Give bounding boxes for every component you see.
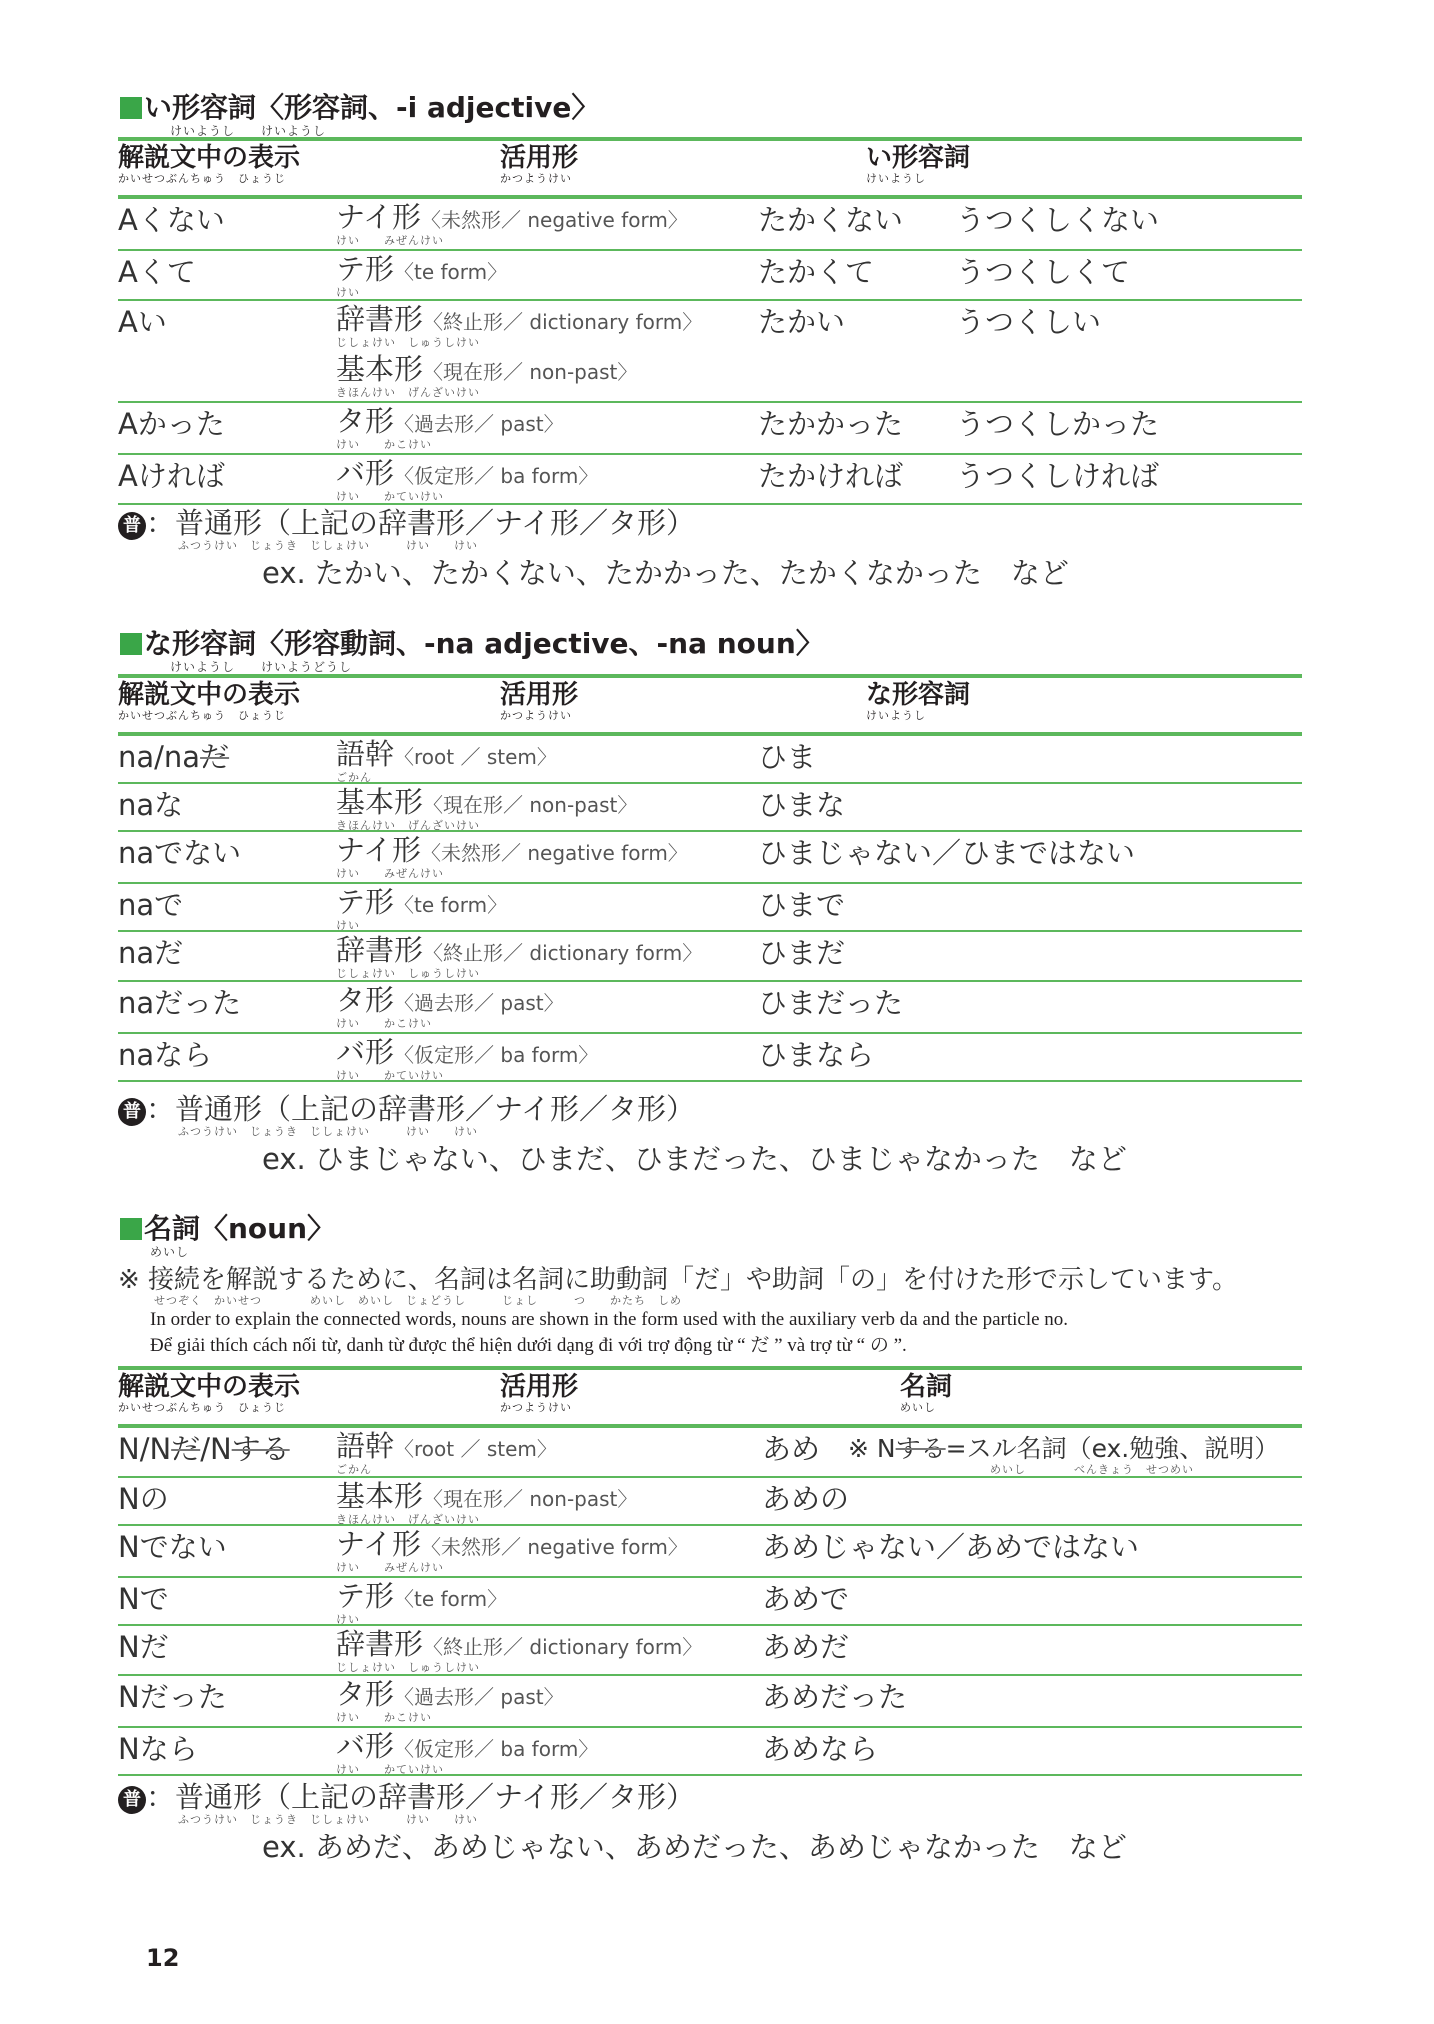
conjugation-form — [336, 404, 564, 451]
form-ruby: じしょけい しゅうしけい — [336, 967, 480, 980]
conjugated-value: ひまで — [758, 888, 846, 922]
conjugated-value-2: うつくしい — [956, 305, 1102, 339]
form-note: 〈root ／ stem〉 — [394, 745, 557, 769]
table-row — [118, 982, 1302, 1034]
form-note: 〈仮定形／ ba form〉 — [394, 464, 599, 488]
label-struck: する — [231, 1432, 290, 1466]
conjugated-value: ひまなら — [758, 1038, 875, 1072]
note-struck: する — [895, 1434, 946, 1463]
futsu-icon: 普 — [118, 1098, 146, 1126]
form-note: 〈未然形／ negative form〉 — [420, 841, 688, 865]
form-note: 〈未然形／ negative form〉 — [420, 1535, 688, 1559]
form-note: 〈te form〉 — [394, 260, 508, 284]
form-ruby: ごかん — [336, 771, 372, 784]
table-row — [118, 736, 1302, 784]
conjugation-form — [336, 885, 508, 932]
table-row — [118, 403, 1302, 455]
row-label: Nの — [118, 1482, 169, 1516]
conjugated-value: あめで — [762, 1582, 850, 1616]
form-ruby: けい — [336, 919, 360, 932]
row-label: Aくない — [118, 203, 225, 237]
form-name: ナイ形 — [336, 200, 421, 234]
label-text: na/na — [118, 740, 201, 774]
futsu-icon: 普 — [118, 512, 146, 540]
conjugation-form — [336, 252, 508, 299]
table-row — [118, 884, 1302, 932]
section-title-noun: 名詞〈noun〉 めいし — [120, 1213, 335, 1259]
suru-noun-note — [848, 1432, 1280, 1476]
row-label: naなら — [118, 1038, 213, 1072]
conjugated-value: たかかった — [758, 407, 904, 441]
plain-form-note: 普 ：普通形（上記の辞書形／ナイ形／タ形） ふつうけい じょうき じしょけい けい けい — [118, 1780, 695, 1826]
form-note: 〈現在形／ non-past〉 — [423, 1487, 638, 1511]
green-square-icon — [120, 1218, 142, 1240]
note-text: ※ N — [848, 1434, 896, 1463]
conjugation-form — [336, 1429, 557, 1476]
form-ruby: けい かていけい — [336, 490, 444, 503]
table-header — [118, 137, 1302, 199]
row-label: Aければ — [118, 459, 225, 493]
table-header — [118, 674, 1302, 736]
row-label: Nなら — [118, 1732, 198, 1766]
form-note: 〈終止形／ dictionary form〉 — [423, 310, 703, 334]
conjugated-value: ひまだった — [758, 986, 904, 1020]
row-label: naな — [118, 788, 184, 822]
form-name: テ形 — [336, 1579, 395, 1613]
table-row — [118, 1428, 1302, 1478]
form-name: 語幹 — [336, 737, 395, 771]
section-title-ruby: けいようし けいようどうし — [170, 660, 353, 674]
form-name: テ形 — [336, 885, 395, 919]
form-note: 〈過去形／ past〉 — [394, 412, 564, 436]
conjugation-form — [336, 833, 688, 880]
row-label: Aくて — [118, 255, 196, 289]
conjugation-form — [336, 1527, 688, 1574]
form-ruby: じしょけい しゅうしけい — [336, 1661, 480, 1674]
row-label: Nで — [118, 1582, 169, 1616]
header-conjugation: 活用形 かつようけい — [500, 143, 579, 185]
form-note: 〈te form〉 — [394, 1587, 508, 1611]
conjugated-value: あめなら — [762, 1732, 879, 1766]
noun-explanation: ※ 接続を解説するために、名詞は名詞に助動詞「だ」や助詞「の」を付けた形で示しています。 せつぞく かいせつ めいし めいし じょどうし じょし つ かたち しめ In order to explain the connected words, nouns are shown in the form used with the auxiliary verb da and the particle no. Để giải thích cách nối từ, danh từ được thể hiện dưới dạng đi với trợ động từ “ だ ” và trợ từ “ の ”. — [118, 1265, 1238, 1356]
form-note: 〈過去形／ past〉 — [394, 991, 564, 1015]
form-note: 〈過去形／ past〉 — [394, 1685, 564, 1709]
conjugation-form — [336, 785, 638, 832]
table-row — [118, 1626, 1302, 1676]
header-display: 解説文中の表示 かいせつぶんちゅう ひょうじ — [118, 1372, 301, 1414]
row-label: Nだ — [118, 1630, 169, 1664]
form-name: 辞書形 — [336, 1627, 424, 1661]
conjugated-value: たかい — [758, 305, 846, 339]
form-ruby: けい かていけい — [336, 1069, 444, 1082]
conjugated-value: ひまじゃない／ひまではない — [758, 836, 1136, 870]
conjugated-value: あめじゃない／あめではない — [762, 1530, 1140, 1564]
section-title-i-adjective: い形容詞〈形容詞、-i adjective〉 けいようし けいようし — [120, 92, 599, 138]
table-header — [118, 1366, 1302, 1428]
row-label: Nだった — [118, 1680, 227, 1714]
conjugated-value: ひま — [758, 740, 817, 774]
header-display: 解説文中の表示 かいせつぶんちゅう ひょうじ — [118, 143, 301, 185]
row-label: Aかった — [118, 407, 225, 441]
conjugated-value: たかくて — [758, 255, 875, 289]
form-name: タ形 — [336, 404, 395, 438]
header-display: 解説文中の表示 かいせつぶんちゅう ひょうじ — [118, 680, 301, 722]
conjugated-value: あめ — [762, 1432, 821, 1466]
table-row — [118, 1728, 1302, 1776]
example-line: ex. たかい、たかくない、たかかった、たかくなかった など — [262, 556, 1069, 590]
form-ruby: ごかん — [336, 1463, 372, 1476]
form-name: 辞書形 — [336, 933, 424, 967]
na-adjective-table — [118, 674, 1302, 1082]
form-ruby: けい みぜんけい — [336, 1561, 444, 1574]
conjugated-value-2: うつくしければ — [956, 459, 1160, 493]
table-row — [118, 1526, 1302, 1578]
conjugation-form — [336, 456, 599, 503]
conjugation-form — [336, 1035, 599, 1082]
row-label: Aい — [118, 305, 167, 339]
header-na-adjective: な形容詞 けいようし — [866, 680, 971, 722]
form-name: 基本形 — [336, 1479, 424, 1513]
note-text: =スル名詞（ex.勉強、説明） — [945, 1434, 1280, 1463]
example-line: ex. ひまじゃない、ひまだ、ひまだった、ひまじゃなかった など — [262, 1142, 1127, 1176]
form-ruby: けい かこけい — [336, 438, 432, 451]
table-row — [118, 1578, 1302, 1626]
table-row — [118, 832, 1302, 884]
conjugated-value-2: うつくしくない — [956, 203, 1160, 237]
form-note: 〈仮定形／ ba form〉 — [394, 1737, 599, 1761]
form-note: 〈te form〉 — [394, 893, 508, 917]
conjugated-value-2: うつくしかった — [956, 407, 1160, 441]
conjugation-form — [336, 983, 564, 1030]
plain-form-note: 普 ：普通形（上記の辞書形／ナイ形／タ形） ふつうけい じょうき じしょけい けい けい — [118, 1092, 695, 1138]
row-label: naでない — [118, 836, 242, 870]
form-name: バ形 — [336, 456, 395, 490]
conjugation-form — [336, 933, 703, 980]
form-ruby: きほんけい げんざいけい — [336, 386, 480, 399]
noun-table — [118, 1366, 1302, 1776]
section-title-ruby: めいし — [150, 1245, 190, 1259]
table-row — [118, 301, 1302, 403]
form-ruby: けい かていけい — [336, 1763, 444, 1776]
conjugated-value: あめだった — [762, 1680, 908, 1714]
conjugated-value: ひまだ — [758, 936, 846, 970]
green-square-icon — [120, 97, 142, 119]
label-struck: だ — [171, 1432, 201, 1466]
section-title-ruby: けいようし けいようし — [170, 124, 327, 138]
conjugated-value: たかくない — [758, 203, 904, 237]
form-ruby: けい — [336, 1613, 360, 1626]
conjugation-form — [336, 352, 638, 399]
conjugated-value: あめの — [762, 1482, 850, 1516]
table-row — [118, 1478, 1302, 1526]
conjugated-value: たかければ — [758, 459, 904, 493]
label-text: N/N — [118, 1432, 172, 1466]
header-conjugation: 活用形 かつようけい — [500, 680, 579, 722]
page-number: 12 — [146, 1944, 180, 1972]
futsu-icon: 普 — [118, 1786, 146, 1814]
form-name: テ形 — [336, 252, 395, 286]
table-row — [118, 251, 1302, 301]
form-ruby: じしょけい しゅうしけい — [336, 336, 480, 349]
form-name: バ形 — [336, 1035, 395, 1069]
header-noun: 名詞 めいし — [900, 1372, 953, 1414]
table-row — [118, 199, 1302, 251]
form-note: 〈root ／ stem〉 — [394, 1437, 557, 1461]
form-note: 〈現在形／ non-past〉 — [423, 793, 638, 817]
form-name: 基本形 — [336, 785, 424, 819]
conjugation-form — [336, 1677, 564, 1724]
conjugation-form — [336, 302, 703, 349]
table-row — [118, 1676, 1302, 1728]
row-label: naで — [118, 888, 184, 922]
form-note: 〈未然形／ negative form〉 — [420, 208, 688, 232]
conjugation-form — [336, 1579, 508, 1626]
form-ruby: けい かこけい — [336, 1017, 432, 1030]
form-note: 〈終止形／ dictionary form〉 — [423, 1635, 703, 1659]
row-label — [118, 740, 229, 774]
form-note: 〈終止形／ dictionary form〉 — [423, 941, 703, 965]
row-label: Nでない — [118, 1530, 227, 1564]
header-i-adjective: い形容詞 けいようし — [866, 143, 971, 185]
form-name: 基本形 — [336, 352, 424, 386]
form-note: 〈現在形／ non-past〉 — [423, 360, 638, 384]
form-name: バ形 — [336, 1729, 395, 1763]
table-row — [118, 1034, 1302, 1082]
note-ruby: めいし べんきょう せつめい — [990, 1463, 1194, 1476]
form-ruby: けい みぜんけい — [336, 867, 444, 880]
form-ruby: きほんけい げんざいけい — [336, 819, 480, 832]
conjugated-value: ひまな — [758, 788, 846, 822]
form-name: タ形 — [336, 983, 395, 1017]
plain-form-note: 普 ：普通形（上記の辞書形／ナイ形／タ形） ふつうけい じょうき じしょけい けい けい — [118, 506, 695, 552]
form-ruby: きほんけい げんざいけい — [336, 1513, 480, 1526]
form-note: 〈仮定形／ ba form〉 — [394, 1043, 599, 1067]
label-text: /N — [200, 1432, 232, 1466]
conjugated-value: あめだ — [762, 1630, 850, 1664]
row-label: naだった — [118, 986, 242, 1020]
row-label — [118, 1432, 290, 1466]
form-name: タ形 — [336, 1677, 395, 1711]
green-square-icon — [120, 633, 142, 655]
table-row — [118, 455, 1302, 505]
conjugation-form — [336, 737, 557, 784]
i-adjective-table — [118, 137, 1302, 505]
form-ruby: けい — [336, 286, 360, 299]
example-line: ex. あめだ、あめじゃない、あめだった、あめじゃなかった など — [262, 1830, 1127, 1864]
form-ruby: けい かこけい — [336, 1711, 432, 1724]
conjugated-value-2: うつくしくて — [956, 255, 1131, 289]
conjugation-form — [336, 200, 688, 247]
conjugation-form — [336, 1479, 638, 1526]
form-name: ナイ形 — [336, 833, 421, 867]
section-title-na-adjective: な形容詞〈形容動詞、-na adjective、-na noun〉 けいようし けいようどうし — [120, 628, 824, 674]
conjugation-form — [336, 1627, 703, 1674]
header-conjugation: 活用形 かつようけい — [500, 1372, 579, 1414]
form-name: 語幹 — [336, 1429, 395, 1463]
label-struck: だ — [200, 740, 230, 774]
form-name: ナイ形 — [336, 1527, 421, 1561]
conjugation-form — [336, 1729, 599, 1776]
row-label: naだ — [118, 936, 184, 970]
table-row — [118, 784, 1302, 832]
form-ruby: けい みぜんけい — [336, 234, 444, 247]
table-row — [118, 932, 1302, 982]
form-name: 辞書形 — [336, 302, 424, 336]
